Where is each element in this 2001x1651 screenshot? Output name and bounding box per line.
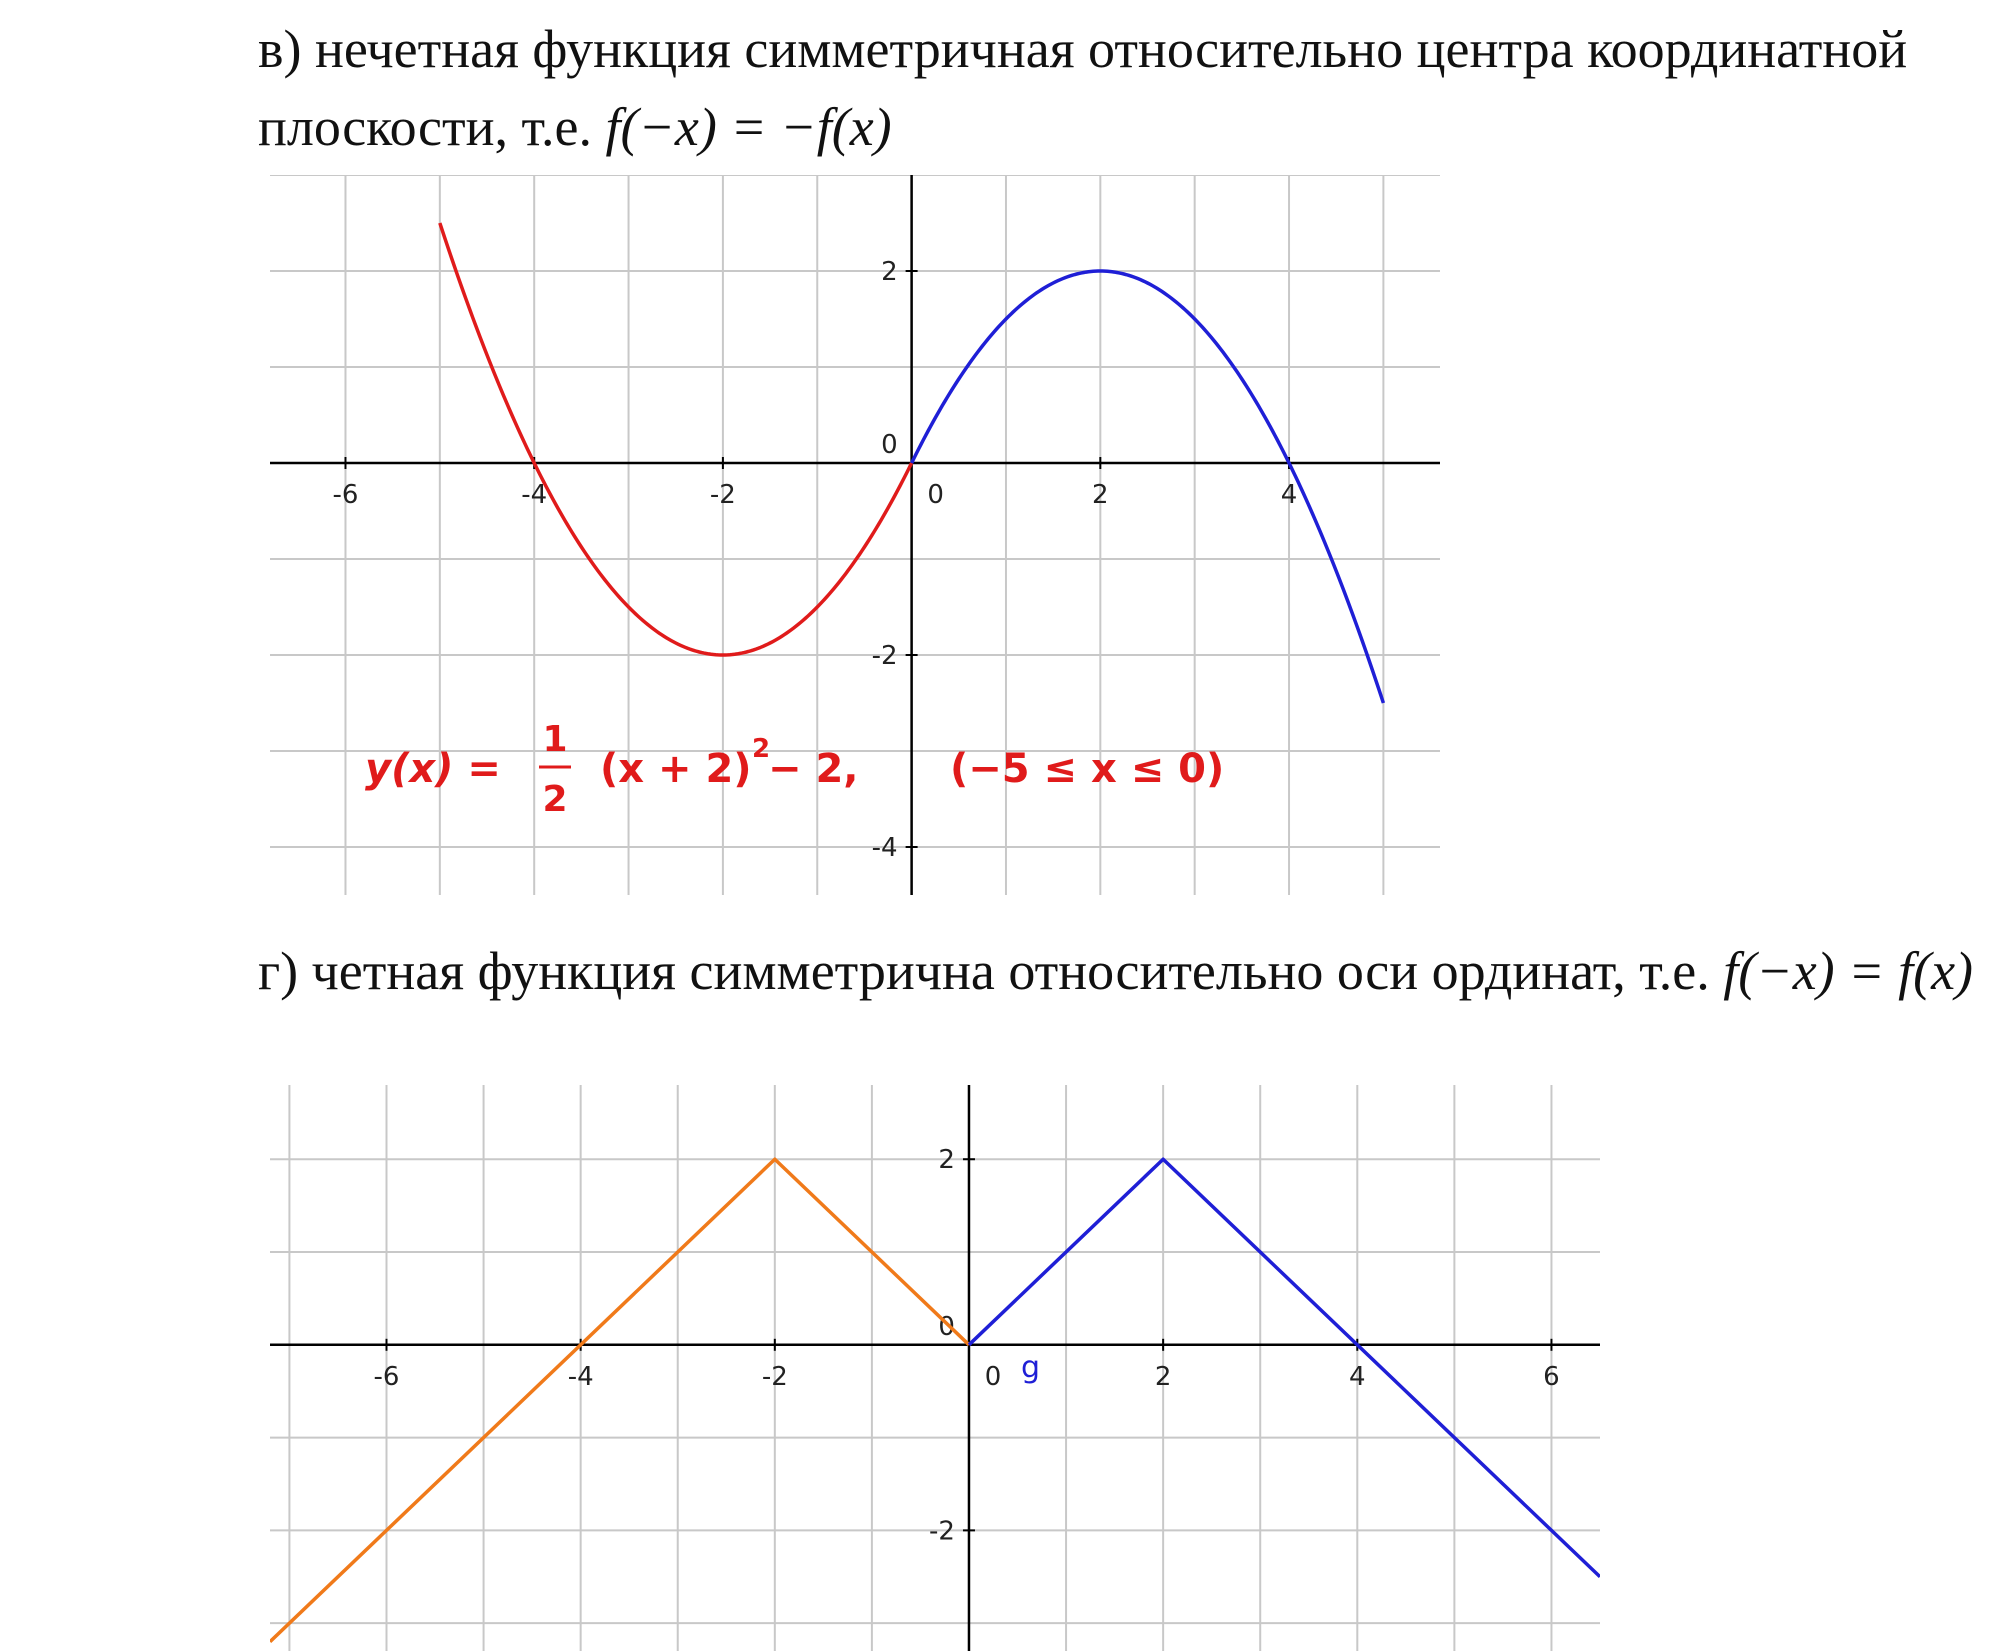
- x-tick-label: -6: [373, 1361, 400, 1392]
- x-tick-label: -2: [709, 480, 736, 510]
- even-function-chart: [270, 1085, 1600, 1651]
- section-g-text: [258, 932, 1978, 1010]
- y-tick-label: -2: [871, 641, 898, 671]
- section-v-body: нечетная функция симметричная относительно центра координатной плоскости, т.е.: [258, 19, 1908, 157]
- y-tick-label: -4: [871, 833, 898, 863]
- x-tick-label: -4: [567, 1361, 594, 1392]
- y-tick-label: 2: [938, 1145, 955, 1176]
- series-line-0: [440, 223, 912, 655]
- section-v-label: в): [258, 19, 302, 79]
- section-v-text: [258, 10, 1978, 166]
- formula-denominator: 2: [542, 779, 568, 820]
- x-tick-label: -2: [761, 1361, 788, 1392]
- x-tick-label: 4: [1280, 480, 1298, 510]
- series-label: g: [1020, 1349, 1041, 1385]
- section-v-formula: f(−x) = −f(x): [605, 97, 892, 157]
- section-g-formula: f(−x) = f(x): [1723, 941, 1974, 1001]
- x-tick-label: 2: [1092, 480, 1109, 510]
- section-g-body: четная функция симметрична относительно оси ординат, т.е.: [311, 941, 1710, 1001]
- y-tick-label: -2: [929, 1516, 955, 1547]
- formula-domain: (−5 ≤ x ≤ 0): [950, 746, 1225, 792]
- formula-tail: − 2,: [768, 746, 859, 792]
- formula-base: (x + 2): [600, 746, 752, 792]
- x-tick-label: 4: [1349, 1361, 1366, 1392]
- section-g-label: г): [258, 941, 299, 1001]
- y-tick-label: 2: [881, 257, 898, 287]
- x-tick-label: 6: [1543, 1361, 1560, 1392]
- series-line-1: [969, 1159, 1600, 1577]
- formula-exponent: 2: [752, 734, 771, 764]
- y-tick-label: 0: [881, 430, 898, 460]
- x-tick-label: 0: [927, 480, 944, 510]
- odd-function-chart: [270, 175, 1440, 895]
- series-line-0: [270, 1159, 969, 1641]
- x-tick-label: -4: [521, 480, 548, 510]
- x-tick-label: 2: [1154, 1361, 1172, 1392]
- x-tick-label: -6: [332, 480, 359, 510]
- formula-numerator: 1: [542, 719, 568, 760]
- x-tick-label: 0: [984, 1361, 1002, 1392]
- y-tick-label: 0: [938, 1311, 955, 1342]
- formula-lhs: y(x) =: [365, 746, 501, 792]
- series-line-1: [912, 271, 1384, 703]
- formula-annotation: [365, 719, 1224, 820]
